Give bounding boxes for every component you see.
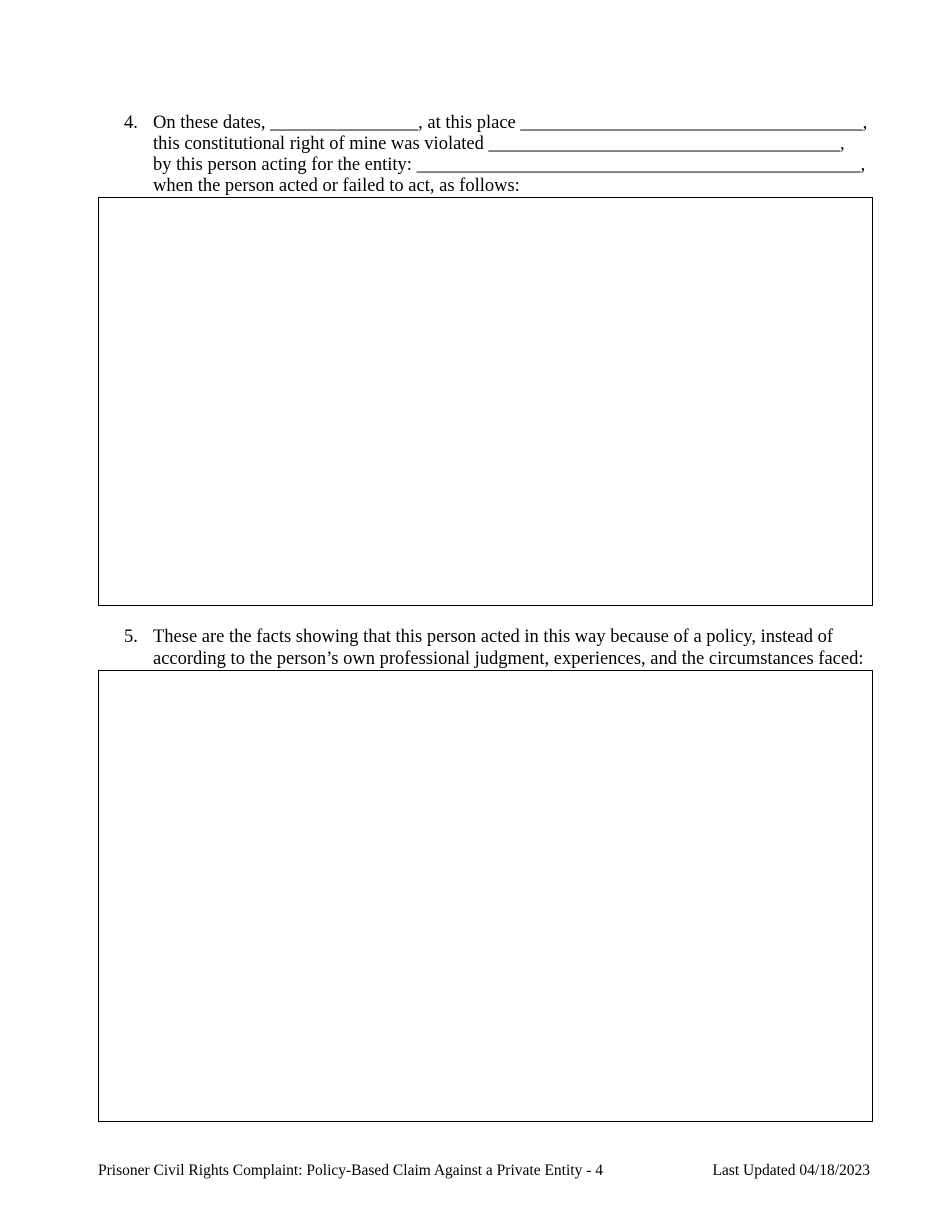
footer-last-updated: Last Updated 04/18/2023	[712, 1162, 870, 1179]
question-4-line-2: this constitutional right of mine was violated ______________________________________,	[153, 134, 845, 154]
question-4-answer-box[interactable]	[98, 197, 873, 606]
footer-title: Prisoner Civil Rights Complaint: Policy-Based Claim Against a Private Entity - 4	[98, 1162, 604, 1179]
question-4-line-1: On these dates, ________________, at this place _____________________________________,	[153, 113, 868, 133]
question-5-line-1: These are the facts showing that this person acted in this way because of a policy, instead of	[153, 627, 834, 647]
question-4-number: 4.	[124, 113, 138, 133]
question-5-line-2: according to the person’s own professional judgment, experiences, and the circumstances faced:	[153, 649, 864, 669]
question-5-number: 5.	[124, 627, 138, 647]
question-4-line-3: by this person acting for the entity: ________________________________________________,	[153, 155, 866, 175]
question-5-answer-box[interactable]	[98, 670, 873, 1122]
question-4-line-4: when the person acted or failed to act, as follows:	[153, 176, 520, 196]
